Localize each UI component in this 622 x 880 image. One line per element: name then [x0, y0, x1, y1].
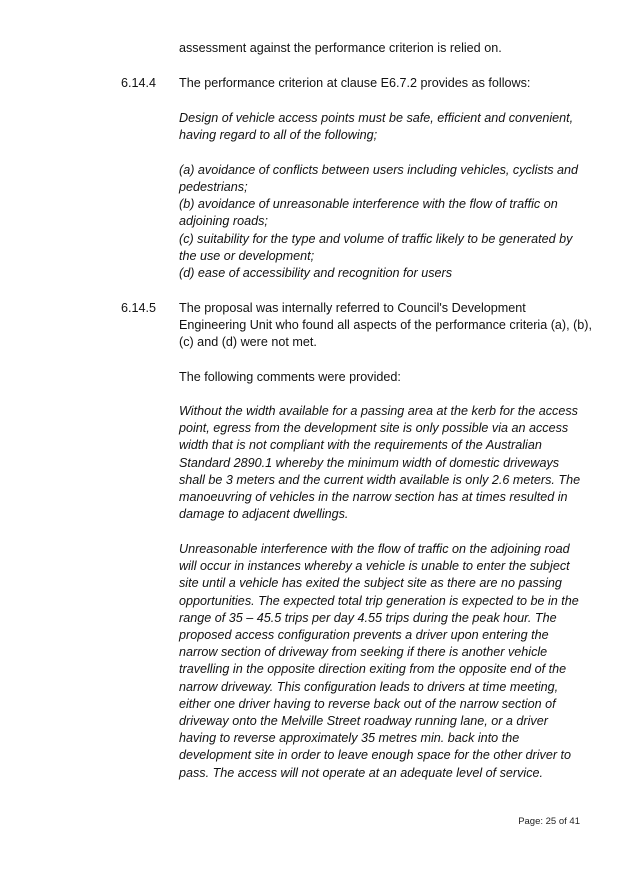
comment2-line: development site in order to leave enough space for the other driver to — [179, 748, 572, 762]
page-number: Page: 25 of 41 — [518, 816, 580, 827]
comment1-line: Without the width available for a passing area at the kerb for the access — [179, 404, 578, 418]
comment2-line: travelling in the opposite direction exiting from the opposite end of the — [179, 662, 567, 676]
comment1-line: damage to adjacent dwellings. — [179, 507, 349, 521]
quote1-line: Design of vehicle access points must be safe, efficient and convenient, — [179, 111, 574, 125]
comment1-line: point, egress from the development site is only possible via an access — [179, 421, 569, 435]
section-6-14-5-line: (c) and (d) were not met. — [179, 335, 317, 349]
comment2-line: either one driver having to reverse back out of the narrow section of — [179, 697, 556, 711]
comments-lead: The following comments were provided: — [179, 370, 401, 384]
comment2-line: proposed access configuration prevents a driver upon entering the — [179, 628, 549, 642]
criteria-line: (d) ease of accessibility and recognition for users — [179, 266, 452, 280]
criteria-line: (b) avoidance of unreasonable interference with the flow of traffic on — [179, 197, 558, 211]
criteria-line: adjoining roads; — [179, 214, 268, 228]
quote1-line: having regard to all of the following; — [179, 128, 378, 142]
comment2-line: site until a vehicle has exited the subject site as there are no passing — [179, 576, 562, 590]
criteria-line: pedestrians; — [179, 180, 248, 194]
comment2-line: having to reverse approximately 35 metres min. back into the — [179, 731, 520, 745]
criteria-line: (c) suitability for the type and volume of traffic likely to be generated by — [179, 232, 573, 246]
comment1-line: width that is not compliant with the requirements of the Australian — [179, 438, 542, 452]
comment2-line: will occur in instances whereby a vehicle is unable to enter the subject — [179, 559, 570, 573]
comment2-line: driveway onto the Melville Street roadway running lane, or a driver — [179, 714, 548, 728]
criteria-line: the use or development; — [179, 249, 315, 263]
section-6-14-5-line: The proposal was internally referred to Council's Development — [179, 301, 526, 315]
comment2-line: pass. The access will not operate at an adequate level of service. — [179, 766, 544, 780]
section-6-14-4-lead: The performance criterion at clause E6.7.2 provides as follows: — [179, 76, 531, 90]
comment1-line: shall be 3 meters and the current width available is only 2.6 meters. The — [179, 473, 581, 487]
intro-tail: assessment against the performance criterion is relied on. — [179, 41, 502, 55]
comment2-line: range of 35 – 45.5 trips per day 4.55 trips during the peak hour. The — [179, 611, 557, 625]
comment2-line: narrow driveway. This configuration leads to drivers at time meeting, — [179, 680, 559, 694]
section-number-6-14-5: 6.14.5 — [121, 301, 157, 315]
comment2-line: opportunities. The expected total trip generation is expected to be in the — [179, 594, 579, 608]
section-6-14-5-line: Engineering Unit who found all aspects of the performance criteria (a), (b), — [179, 318, 592, 332]
comment2-line: Unreasonable interference with the flow of traffic on the adjoining road — [179, 542, 570, 556]
comment1-line: Standard 2890.1 whereby the minimum width of domestic driveways — [179, 456, 560, 470]
comment2-line: narrow section of driveway from seeking if there is another vehicle — [179, 645, 548, 659]
comment1-line: manoeuvring of vehicles in the narrow section has at times resulted in — [179, 490, 568, 504]
criteria-line: (a) avoidance of conflicts between users including vehicles, cyclists and — [179, 163, 579, 177]
section-number-6-14-4: 6.14.4 — [121, 76, 157, 90]
